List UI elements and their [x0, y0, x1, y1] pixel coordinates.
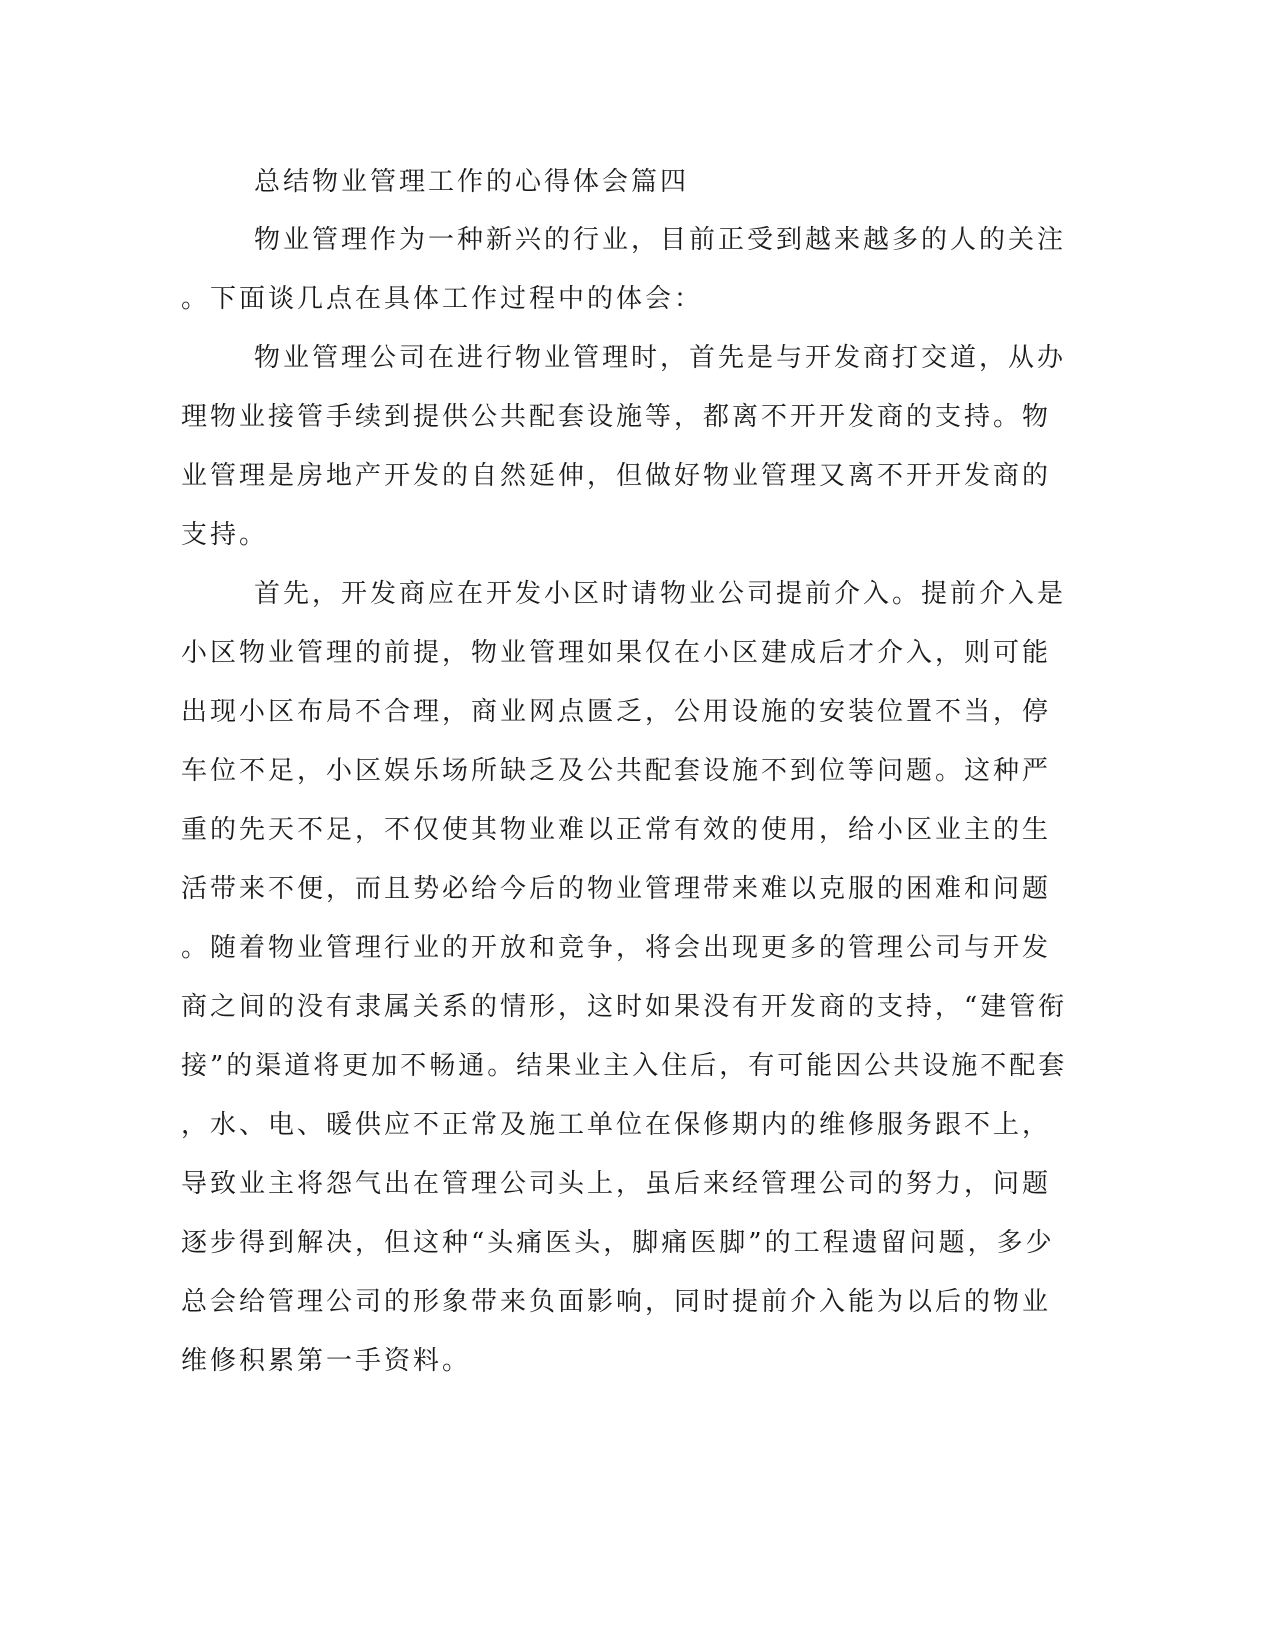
paragraph-line: 理物业接管手续到提供公共配套设施等，都离不开开发商的支持。物	[181, 402, 1052, 432]
paragraph-line: 。随着物业管理行业的开放和竞争，将会出现更多的管理公司与开发	[181, 933, 1052, 963]
paragraph-line: 接”的渠道将更加不畅通。结果业主入住后，有可能因公共设施不配套	[181, 1051, 1068, 1081]
paragraph-line: 物业管理公司在进行物业管理时，首先是与开发商打交道，从办	[254, 343, 1067, 373]
paragraph-line: 维修积累第一手资料。	[181, 1346, 472, 1376]
paragraph-line: 重的先天不足，不仅使其物业难以正常有效的使用，给小区业主的生	[181, 815, 1052, 845]
paragraph-line: 导致业主将怨气出在管理公司头上，虽后来经管理公司的努力，问题	[181, 1169, 1052, 1199]
paragraph-line: 逐步得到解决，但这种“头痛医头，脚痛医脚”的工程遗留问题，多少	[181, 1228, 1055, 1258]
paragraph-line: 业管理是房地产开发的自然延伸，但做好物业管理又离不开开发商的	[181, 461, 1052, 491]
paragraph-line: 。下面谈几点在具体工作过程中的体会：	[181, 284, 704, 314]
document-title: 总结物业管理工作的心得体会篇四	[254, 167, 690, 197]
paragraph-line: 支持。	[181, 520, 269, 550]
paragraph-line: 首先，开发商应在开发小区时请物业公司提前介入。提前介入是	[254, 579, 1067, 609]
paragraph-line: 出现小区布局不合理，商业网点匮乏，公用设施的安装位置不当，停	[181, 697, 1052, 727]
paragraph-line: 物业管理作为一种新兴的行业，目前正受到越来越多的人的关注	[254, 225, 1067, 255]
paragraph-line: 商之间的没有隶属关系的情形，这时如果没有开发商的支持，“建管衔	[181, 992, 1068, 1022]
paragraph-line: 活带来不便，而且势必给今后的物业管理带来难以克服的困难和问题	[181, 874, 1052, 904]
paragraph-line: 总会给管理公司的形象带来负面影响，同时提前介入能为以后的物业	[181, 1287, 1052, 1317]
paragraph-line: ，水、电、暖供应不正常及施工单位在保修期内的维修服务跟不上，	[181, 1110, 1052, 1140]
paragraph-line: 小区物业管理的前提，物业管理如果仅在小区建成后才介入，则可能	[181, 638, 1052, 668]
paragraph-line: 车位不足，小区娱乐场所缺乏及公共配套设施不到位等问题。这种严	[181, 756, 1052, 786]
